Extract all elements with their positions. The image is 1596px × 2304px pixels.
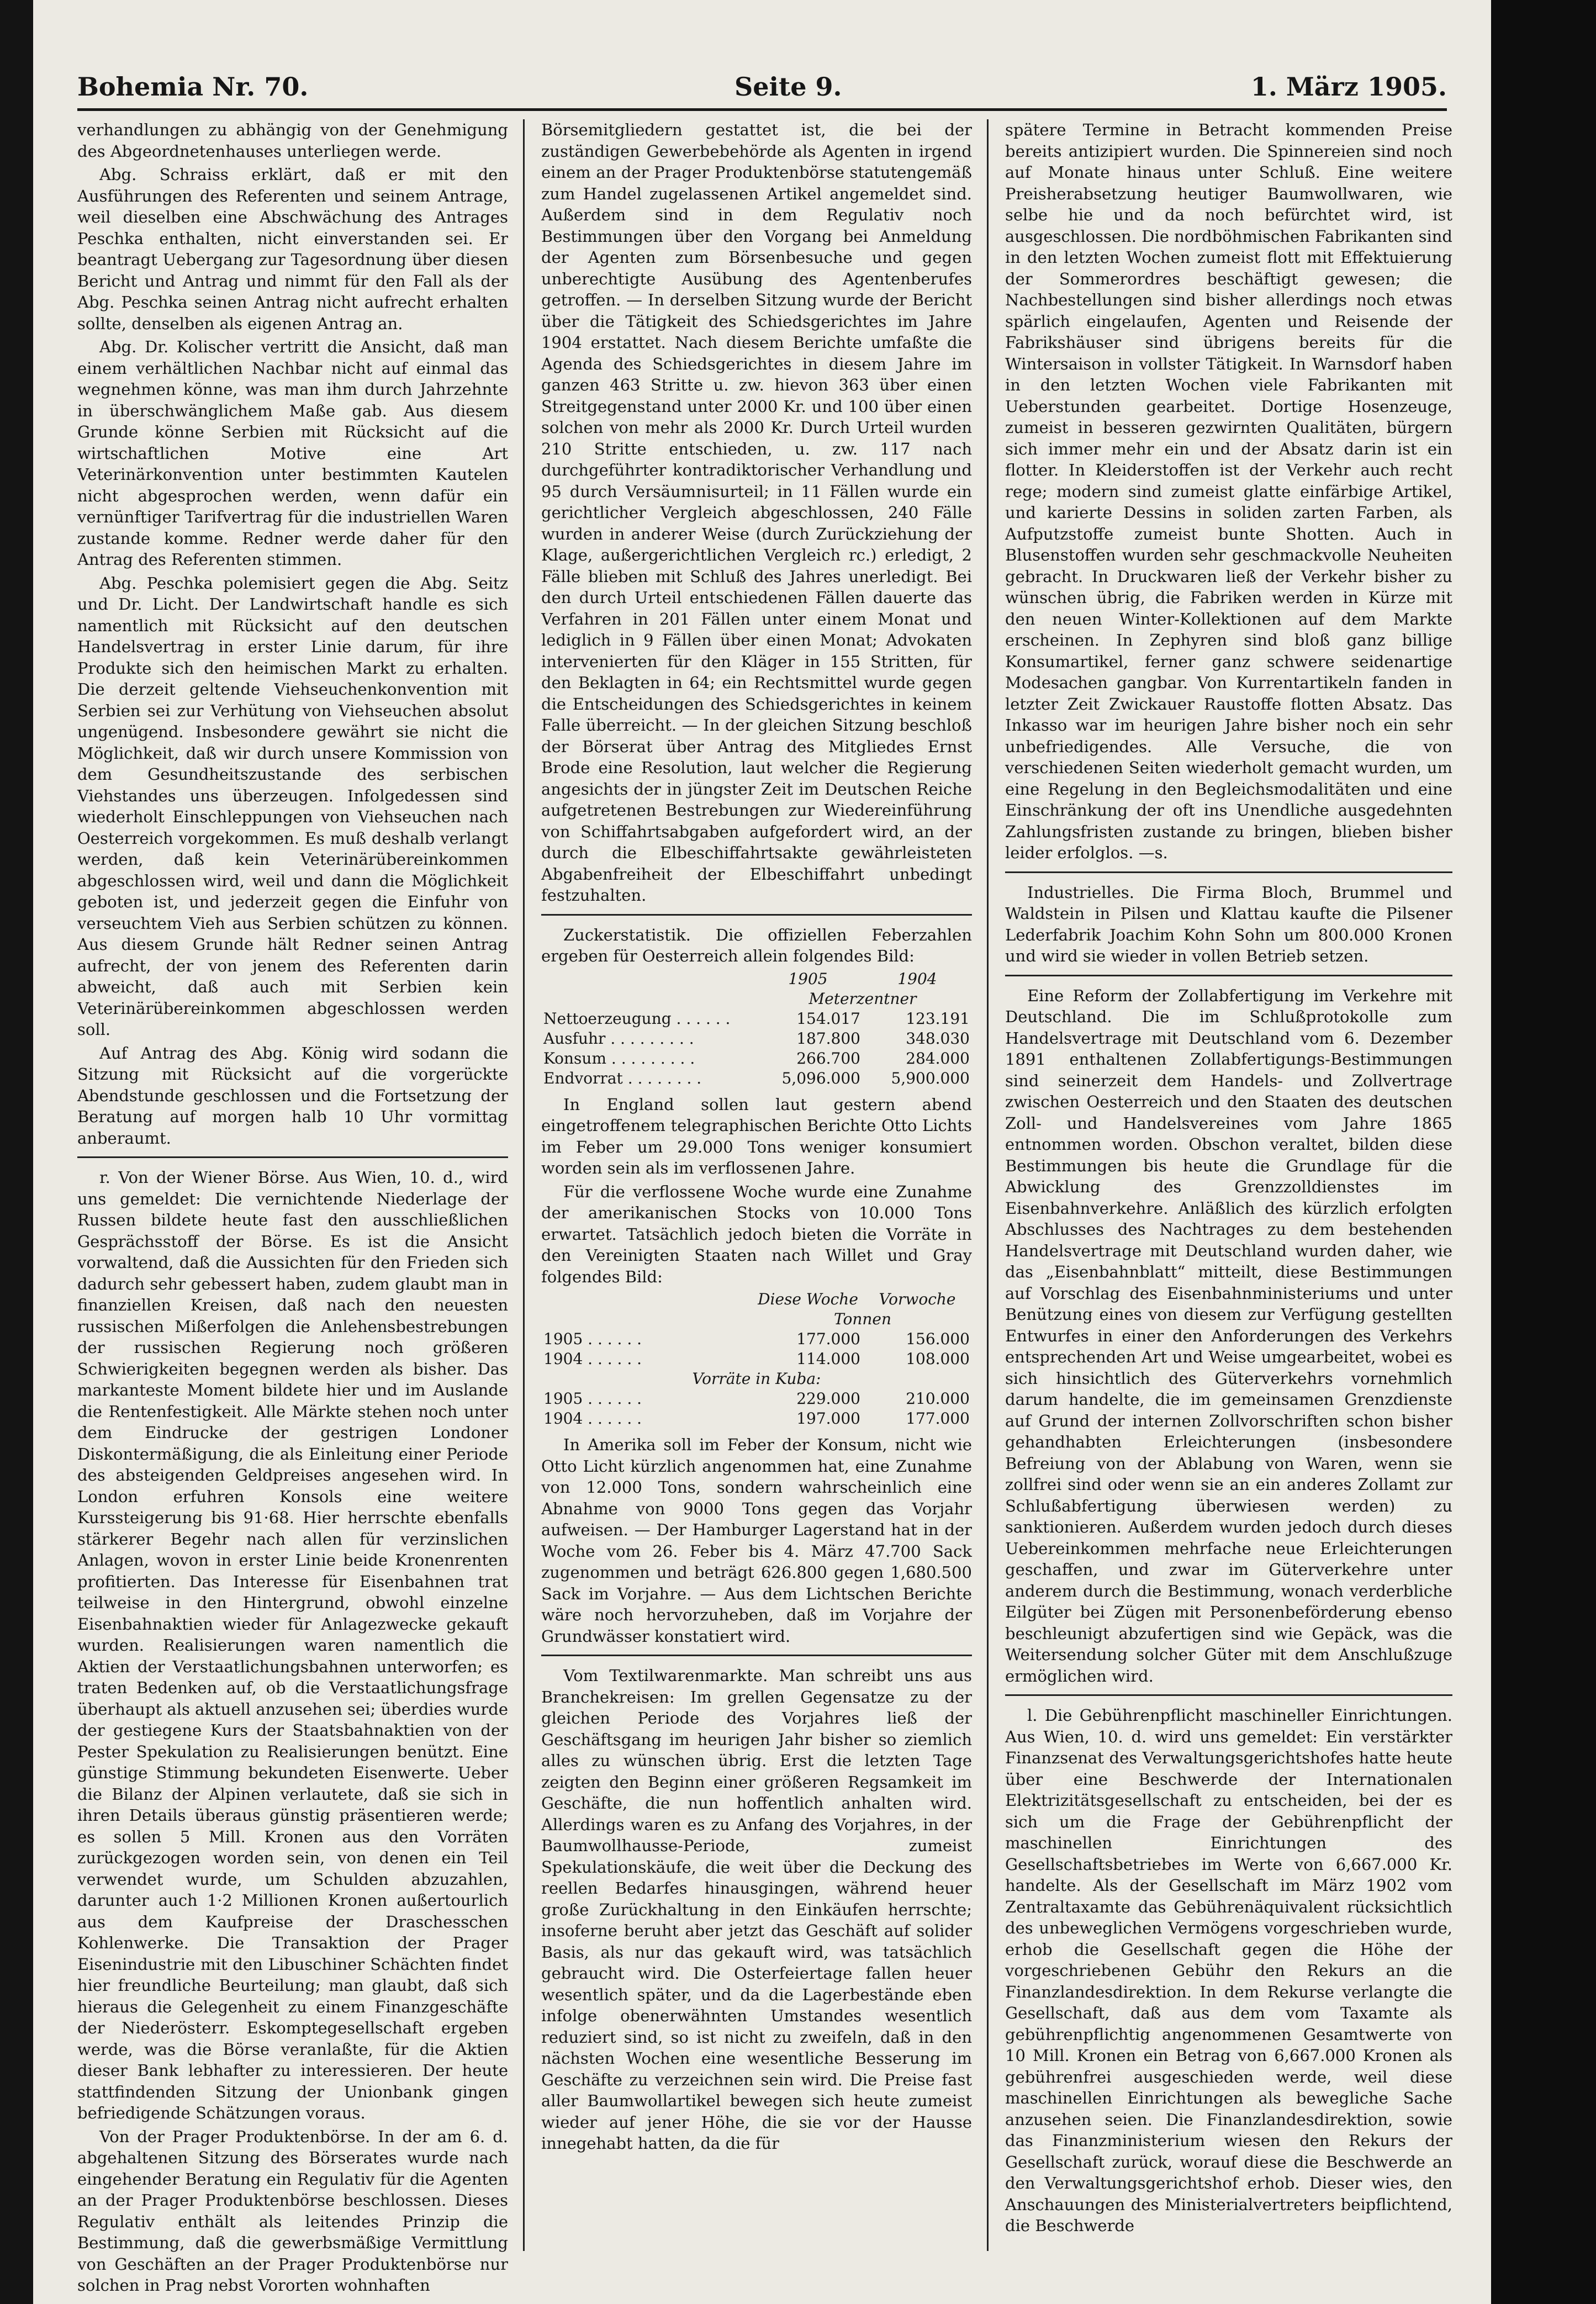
column-header: Vorwoche bbox=[879, 1290, 956, 1308]
year-header: 1905 bbox=[788, 969, 828, 988]
column-header: Diese Woche bbox=[758, 1290, 858, 1308]
newspaper-page bbox=[33, 0, 1491, 2304]
scan-border bbox=[1491, 0, 1596, 2304]
section-divider bbox=[541, 914, 972, 916]
year-header: 1904 bbox=[897, 969, 937, 988]
column-rule bbox=[523, 119, 525, 2251]
column-2 bbox=[541, 119, 972, 2273]
column-1 bbox=[77, 119, 508, 2295]
section-divider bbox=[1005, 871, 1452, 873]
paragraph: Börsemitgliedern gestattet ist, die bei der zuständigen Gewerbebehörde als Agenten in irgend einem an der Prager Produktenbörse statutengemäß zum Handel zugelassenen Artikel angemeldet sind. Außerdem sind in dem Regulativ noch Bestimmungen über den Vorgang bei Anmeldung der Agenten zum Börsenbesuche und gegen unberechtigte Ausübung des Agentenberufes getroffen. — In derselben Sitzung wurde der Bericht über die Tätigkeit des Schiedsgerichtes im Jahre 1904 erstattet. Nach diesem Berichte umfaßte die Agenda des Schiedsgerichtes in diesem Jahre im ganzen 463 Stritte u. zw. hievon 363 über einen Streitgegenstand unter 2000 Kr. und 100 über einen solchen von mehr als 2000 Kr. Durch Urteil wurden 210 Stritte entschieden, u. zw. 117 nach durchgeführter kontradiktorischer Verhandlung und 95 durch Versäumnisurteil; in 11 Fällen wurde ein gerichtlicher Vergleich abgeschlossen, 240 Fälle wurden in anderer Weise (durch Zurückziehung der Klage, außergerichtlichen Vergleich rc.) erledigt, 2 Fälle blieben mit Schluß des Jahres unerledigt. Bei den durch Urteil entschiedenen Fällen dauerte das Verfahren in 201 Fällen unter einem Monat und lediglich in 9 Fällen über einen Monat; Advokaten intervenierten für den Kläger in 155 Stritten, für den Beklagten in 64; ein Rechtsmittel wurde gegen die Entscheidungen des Schiedsgerichtes in keinem Falle überreicht. — In der gleichen Sitzung beschloß der Börserat über Antrag des Mitgliedes Ernst Brode eine Resolution, laut welcher die Regierung angesichts der in jüngster Zeit im Deutschen Reiche aufgetretenen Bestrebungen zur Wiedereinführung von Schiffahrtsabgaben aufgefordert wird, an der durch die Elbeschiffahrtsakte gewährleisteten Abgabenfreiheit der Elbeschiffahrt unbedingt festzuhalten. bbox=[541, 120, 972, 905]
header-rule bbox=[77, 108, 1447, 111]
page-number: Seite 9. bbox=[734, 72, 842, 102]
page-header bbox=[77, 66, 1447, 110]
paragraph: In England sollen laut gestern abend eingetroffenem telegraphischen Berichte Otto Lichts im Feber um 29.000 Tons weniger konsumiert worden sein als im verflossenen Jahre. bbox=[541, 1095, 972, 1177]
table-row bbox=[541, 1369, 972, 1389]
table-row: Konsum . . . . . . . . . 266.700 284.000 bbox=[543, 1049, 970, 1068]
article-textilwarenmarkt: Vom Textilwarenmarkte. Man schreibt uns aus Branchekreisen: Im grellen Gegensatze zu der gleichen Periode des Vorjahres ließ der Geschäftsgang im heurigen Jahr bisher so ziemlich alles zu wünschen übrig. Erst die letzten Tage zeigten den Beginn einer größeren Regsamkeit im Geschäfte, die nun hoffentlich anhalten wird. Allerdings waren es zu Anfang des Vorjahres, in der Baumwollhausse-Periode, zumeist Spekulationskäufe, die weit über die Deckung des reellen Bedarfes hinausgingen, während heuer große Zurückhaltung in den Einkäufen herrschte; insoferne beruht aber jetzt das Geschäft auf solider Basis, als nur das gekauft wird, was tatsächlich gebraucht wird. Die Osterfeiertage fallen heuer wesentlich später, und da die Lagerbestände eben infolge obenerwähnten Umstandes wesentlich reduziert sind, so ist nicht zu zweifeln, daß in den nächsten Wochen eine wesentliche Besserung im Geschäfte zu verzeichnen sein wird. Die Preise fast aller Baumwollartikel bewegen sich heute zumeist wieder auf jener Höhe, die sie vor der Hausse innegehabt hatten, da die für bbox=[541, 1666, 972, 2153]
cuba-subheader: Vorräte in Kuba: bbox=[692, 1370, 821, 1388]
column-rule bbox=[987, 119, 989, 2251]
table-row: Endvorrat . . . . . . . . 5,096.000 5,900.000 bbox=[543, 1069, 970, 1087]
unit-header: Meterzentner bbox=[808, 989, 917, 1008]
paragraph: Abg. Dr. Kolischer vertritt die Ansicht, daß man einem verhältlichen Nachbar nicht auf einmal das wegnehmen könne, was man ihm durch Jahrzehnte in überschwänglichem Maße gab. Aus diesem Grunde könne Serbien mit Rücksicht auf die wirtschaftlichen Motive eine Art Veterinärkonvention unter bestimmten Kautelen nicht abgesprochen werden, wenn dafür ein vernünftiger Tarifvertrag für die industriellen Waren zustande komme. Redner werde daher für den Antrag des Referenten stimmen. bbox=[77, 337, 508, 569]
table-row: 1905 . . . . . . 177.000 156.000 bbox=[543, 1330, 970, 1348]
table-row: Nettoerzeugung . . . . . . 154.017 123.191 bbox=[543, 1009, 970, 1028]
sugar-statistics-table bbox=[541, 969, 972, 1088]
column-3 bbox=[1005, 119, 1452, 2273]
article-industrielles: Industrielles. Die Firma Bloch, Brummel und Waldstein in Pilsen und Klattau kaufte die Pilsener Lederfabrik Joachim Kohn Sohn um 800.000 Kronen und wird sie wieder in vollen Betrieb setzen. bbox=[1005, 883, 1452, 965]
masthead-issue: Bohemia Nr. 70. bbox=[77, 72, 309, 102]
paragraph: Auf Antrag des Abg. König wird sodann die Sitzung mit Rücksicht auf die vorgerückte Abendstunde geschlossen und die Fortsetzung der Beratung auf morgen halb 10 Uhr vormittag anberaumt. bbox=[77, 1043, 508, 1148]
paragraph: In Amerika soll im Feber der Konsum, nicht wie Otto Licht kürzlich angenommen hat, eine Zunahme von 12.000 Tons, sondern wahrscheinlich eine Abnahme von 9000 Tons gegen das Vorjahr aufweisen. — Der Hamburger Lagerstand hat in der Woche vom 26. Feber bis 4. März 47.700 Sack zugenommen und beträgt 626.800 gegen 1,680.500 Sack im Vorjahre. — Aus dem Lichtschen Berichte wäre noch hervorzuheben, daß im Vorjahre der Grundwässer konstatiert wird. bbox=[541, 1435, 972, 1646]
paragraph: Abg. Peschka polemisiert gegen die Abg. Seitz und Dr. Licht. Der Landwirtschaft handle es sich namentlich mit Rücksicht auf den deutschen Handelsvertrag in erster Linie darum, für ihre Produkte sich den heimischen Markt zu erhalten. Die derzeit geltende Viehseuchenkonvention mit Serbien sei zur Verhütung von Viehseuchen absolut ungenügend. Insbesondere gewährt sie nicht die Möglichkeit, daß wir durch unsere Kommission von dem Gesundheitszustande des serbischen Viehstandes uns überzeugen. Infolgedessen sind wiederholt Einschleppungen von Viehseuchen nach Oesterreich vorgekommen. Es muß deshalb verlangt werden, daß kein Veterinärübereinkommen abgeschlossen wird, weil und dann die Möglichkeit geboten ist, und jederzeit gegen die Einfuhr von verseuchtem Vieh aus Serbien schützen zu können. Aus diesem Grunde hält Redner seinen Antrag aufrecht, der von jenem des Referenten darin abweicht, daß auch mit Serbien kein Veterinärübereinkommen abgeschlossen werden soll. bbox=[77, 573, 508, 1039]
table-row: 1905 . . . . . . 229.000 210.000 bbox=[543, 1389, 970, 1408]
article-prager-produktenboerse: Von der Prager Produktenbörse. In der am 6. d. abgehaltenen Sitzung des Börserates wurde nach eingehender Beratung ein Regulativ für die Agenten an der Prager Produktenbörse beschlossen. Dieses Regulativ enthält als leitendes Prinzip die Bestimmung, daß die gewerbsmäßige Vermittlung von Geschäften an der Prager Produktenbörse nur solchen in Prag nebst Vororten wohnhaften bbox=[77, 2127, 508, 2295]
issue-date: 1. März 1905. bbox=[1250, 72, 1447, 102]
table-row: Ausfuhr . . . . . . . . . 187.800 348.030 bbox=[543, 1029, 970, 1048]
section-divider bbox=[1005, 975, 1452, 976]
paragraph: Abg. Schraiss erklärt, daß er mit den Ausführungen des Referenten und seinem Antrage, weil dieselben eine Abschwächung des Antrages Peschka enthalten, nicht einverstanden sei. Er beantragt Uebergang zur Tagesordnung über diesen Bericht und Antrag und nimmt für den Fall als der Abg. Peschka seinen Antrag nicht aufrecht erhalten sollte, denselben als eigenen Antrag an. bbox=[77, 165, 508, 333]
article-zuckerstatistik: Zuckerstatistik. Die offiziellen Feberzahlen ergeben für Oesterreich allein folgendes Bild: bbox=[541, 925, 972, 965]
table-row: 1904 . . . . . . 114.000 108.000 bbox=[543, 1350, 970, 1368]
table-row: 1904 . . . . . . 197.000 177.000 bbox=[543, 1409, 970, 1428]
paragraph: Für die verflossene Woche wurde eine Zunahme der amerikanischen Stocks von 10.000 Tons erwartet. Tatsächlich jedoch bieten die Vorräte in den Vereinigten Staaten nach Willet und Gray folgendes Bild: bbox=[541, 1182, 972, 1286]
paragraph: verhandlungen zu abhängig von der Genehmigung des Abgeordnetenhauses unterliegen werde. bbox=[77, 120, 508, 161]
paragraph: spätere Termine in Betracht kommenden Preise bereits antizipiert wurden. Die Spinnereien sind noch auf Monate hinaus unter Schluß. Eine weitere Preisherabsetzung heutiger Baumwollwaren, wie selbe hie und da noch befürchtet wird, ist ausgeschlossen. Die nordböhmischen Fabrikanten sind in den letzten Wochen zumeist flott mit Effektuierung der Sommerordres beschäftigt gewesen; die Nachbestellungen sind bisher allerdings noch etwas spärlich eingelaufen, Agenten und Reisende der Fabrikshäuser sind übrigens bereits für die Wintersaison in vollster Tätigkeit. In Warnsdorf haben in den letzten Wochen viele Fabrikanten mit Ueberstunden gearbeitet. Dortige Hosenzeuge, zumeist in besseren gezwirnten Qualitäten, bürgern sich immer mehr ein und der Absatz darin ist ein flotter. In Kleiderstoffen ist der Verkehr auch recht rege; modern sind zumeist glatte einfärbige Artikel, und karierte Dessins in soliden zarten Farben, als Aufputzstoffe zumeist bunte Shotten. Auch in Blusenstoffen wurden sehr geschmackvolle Neuheiten gebracht. In Druckwaren ließ der Verkehr bisher zu wünschen übrig, die Fabriken werden in Kürze mit den neuen Winter-Kollektionen auf dem Markte erscheinen. In Zephyren sind bloß ganz billige Konsumartikel, ferner ganz schwere seidenartige Modesachen gangbar. Von Kurrentartikeln fanden in letzter Zeit Zwickauer Raustoffe flotten Absatz. Das Inkasso war im heurigen Jahre bisher noch ein sehr unbefriedigendes. Alle Versuche, die von verschiedenen Seiten wiederholt gemacht wurden, um eine Regelung in den Begleichsmodalitäten und eine Einschränkung der oft ins Unendliche ausgedehnten Zahlungsfristen zustande zu bringen, blieben bisher leider erfolglos. —s. bbox=[1005, 120, 1452, 862]
article-zollabfertigung: Eine Reform der Zollabfertigung im Verkehre mit Deutschland. Die im Schlußprotokolle zum Handelsvertrage mit Deutschland vom 6. Dezember 1891 enthaltenen Zollabfertigungs-Bestimmungen sind seinerzeit dem Handels- und Zollvertrage zwischen Oesterreich und den Staaten des deutschen Zoll- und Handelsvereines vom Jahre 1865 entnommen worden. Obschon veraltet, bilden diese Bestimmungen bis heute die Grundlage für die Abwicklung des Grenzzolldienstes im Eisenbahnverkehre. Anläßlich des kürzlich erfolgten Abschlusses des Nachtrages zu dem bestehenden Handelsvertrage mit Deutschland wurden daher, wie das „Eisenbahnblatt“ mitteilt, diese Bestimmungen auf Vorschlag des Eisenbahnministeriums und unter Benützung eines von diesem zur Verfügung gestellten Entwurfes in einer den Anforderungen des Verkehrs entsprechenden Art und Weise umgearbeitet, wobei es sich hinsichtlich des Güterverkehrs vornehmlich darum handelte, die im gemeinsamen Grenzdienste auf Grund der internen Zollvorschriften schon bisher gehandhabten Erleichterungen (insbesondere Befreiung von der Ablabung von Waren, wenn sie zollfrei sind oder wenn sie an ein anderes Zollamt zur Schlußabfertigung überwiesen werden) zu sanktionieren. Außerdem wurden jedoch durch dieses Uebereinkommen mehrfache neue Erleichterungen geschaffen, und zwar im Güterverkehre unter anderem durch die Bestimmung, wonach verderbliche Eilgüter bei Zügen mit Personenbeförderung ebenso beschleunigt abzufertigen sind wie Gepäck, was die Weitersendung solcher Güter mit dem Anschlußzuge ermöglichen wird. bbox=[1005, 986, 1452, 1685]
section-divider bbox=[1005, 1694, 1452, 1696]
us-stocks-table bbox=[541, 1290, 972, 1429]
section-divider bbox=[77, 1156, 508, 1158]
article-wiener-boerse: r. Von der Wiener Börse. Aus Wien, 10. d., wird uns gemeldet: Die vernichtende Niederlage der Russen bildete heute fast den ausschließlichen Gesprächsstoff der Börse. Es ist die Ansicht vorwaltend, daß die Aussichten für den Frieden sich dadurch sehr gebessert haben, zudem glaubt man in finanziellen Kreisen, daß nach den neuesten russischen Mißerfolgen die Anlehensbestrebungen der russischen Regierung noch größeren Schwierigkeiten begegnen werden als bisher. Das markanteste Moment bildete hier und im Auslande die Rentenfestigkeit. Alle Märkte stehen noch unter dem Eindrucke der gestrigen Londoner Diskontermäßigung, die als Einleitung einer Periode des absteigenden Geldpreises angesehen wird. In London erfuhren Konsols eine weitere Kurssteigerung bis 91·68. Hier herrschte ebenfalls stärkerer Begehr nach allen für verzinslichen Anlagen, wovon in erster Linie beide Kronenrenten profitierten. Das Interesse für Eisenbahnen trat teilweise in den Hintergrund, obwohl einzelne Eisenbahnaktien wieder für Anlagezwecke gekauft wurden. Realisierungen waren namentlich die Aktien der Verstaatlichungsbahnen unterworfen; es traten Bedenken auf, ob die Verstaatlichungsfrage überhaupt als aktuell anzusehen sei; überdies wurde der gestiegene Kurs der Staatsbahnaktien von der Pester Spekulation zu Realisierungen benützt. Eine günstige Stimmung bekundeten Eisenwerte. Ueber die Bilanz der Alpinen verlautete, daß sie sich in ihren Details überaus günstig präsentieren werde; es sollen 5 Mill. Kronen aus den Vorräten zurückgezogen worden sein, von denen ein Teil verwendet wurde, um Schulden abzuzahlen, darunter auch 1·2 Millionen Kronen außertourlich aus dem Kaufpreise der Draschesschen Kohlenwerke. Die Transaktion der Prager Eisenindustrie mit den Libuschiner Schächten findet hier freundliche Beurteilung; man glaubt, daß sich hieraus die Gelegenheit zu einem Finanzgeschäfte der Niederösterr. Eskomptegesellschaft ergeben werde, was die Börse veranlaßte, für die Aktien dieser Bank lebhafter zu interessieren. Der heute stattfindenden Sitzung der Unionbank gingen befriedigende Schätzungen voraus. bbox=[77, 1168, 508, 2122]
unit-header: Tonnen bbox=[833, 1310, 892, 1328]
section-divider bbox=[541, 1655, 972, 1656]
article-gebuehrenpflicht: l. Die Gebührenpflicht maschineller Einrichtungen. Aus Wien, 10. d. wird uns gemeldet: Ein verstärkter Finanzsenat des Verwaltungsgerichtshofes hatte heute über eine Beschwerde der Internationalen Elektrizitätsgesellschaft zu entscheiden, bei der es sich um die Frage der Gebührenpflicht der maschinellen Einrichtungen des Gesellschaftsbetriebes im Werte von 6,667.000 Kr. handelte. Als der Gesellschaft im März 1902 vom Zentraltaxamte das Gebührenäquivalent rücksichtlich des unbeweglichen Vermögens vorgeschrieben wurde, erhob die Gesellschaft gegen die Höhe der vorgeschriebenen Gebühr den Rekurs an die Finanzlandesdirektion. In dem Rekurse verlangte die Gesellschaft, daß aus dem vom Taxamte als gebührenpflichtig angenommenen Gesamtwerte von 10 Mill. Kronen ein Betrag von 6,667.000 Kronen als gebührenfrei ausgeschieden werde, weil diese maschinellen Einrichtungen als bewegliche Sache anzusehen seien. Die Finanzlandesdirektion, sowie das Finanzministerium wiesen den Rekurs der Gesellschaft zurück, worauf diese die Beschwerde an den Verwaltungsgerichtshof erhob. Dieser wies, den Anschauungen des Ministerialvertreters beipflichtend, die Beschwerde bbox=[1005, 1706, 1452, 2235]
